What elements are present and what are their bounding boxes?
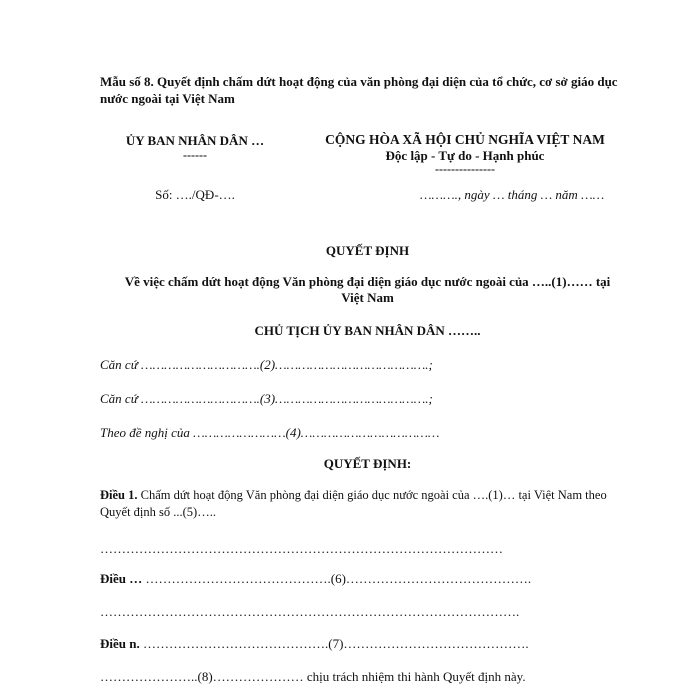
article-mid-label: Điều … (100, 571, 143, 586)
form-title: Mẫu số 8. Quyết định chấm dứt hoạt động của văn phòng đại diện của tổ chức, cơ sở giáo dục nước ngoài tại Việt Nam (100, 74, 618, 106)
dotted-line-2: ……………………………………………………………………………………. (100, 604, 520, 619)
article-1 (100, 487, 635, 521)
motto-rule: --------------- (435, 162, 495, 176)
republic-heading: CỘNG HÒA XÃ HỘI CHỦ NGHĨA VIỆT NAM (325, 132, 605, 147)
decides-heading: QUYẾT ĐỊNH: (323, 456, 412, 471)
agency-name: ỦY BAN NHÂN DÂN … (125, 133, 265, 148)
article-mid-text: …………………………………….(6)……………………………………. (142, 571, 532, 586)
national-motto: Độc lập - Tự do - Hạnh phúc (385, 148, 545, 163)
legal-basis-1: Căn cứ ………………………….(2)………………………………….; (100, 357, 433, 372)
decision-title: QUYẾT ĐỊNH (325, 243, 410, 258)
legal-basis-2: Căn cứ ………………………….(3)………………………………….; (100, 391, 433, 406)
document-number: Số: …./QĐ-…. (155, 187, 235, 202)
subject-line-1: Về việc chấm dứt hoạt động Văn phòng đại diện giáo dục nước ngoài của …..(1)…… tại (124, 274, 611, 289)
authority-heading: CHỦ TỊCH ỦY BAN NHÂN DÂN …….. (254, 323, 481, 338)
subject-line-2: Việt Nam (341, 290, 394, 305)
dotted-line-1: ………………………………………………………………………………… (100, 541, 503, 556)
date-line: ………., ngày … tháng … năm …… (420, 187, 605, 202)
article-1-label: Điều 1. (100, 488, 138, 502)
article-1-text: Chấm dứt hoạt động Văn phòng đại diện giáo dục nước ngoài của ….(1)… tại Việt Nam theo Quyết định số ...(5)….. (100, 488, 607, 519)
article-mid (100, 571, 531, 587)
article-n-label: Điều n. (100, 636, 140, 651)
execution-clause: …………………..(8)………………… chịu trách nhiệm thi hành Quyết định này. (100, 669, 526, 684)
agency-rule: ------ (183, 148, 207, 162)
proposal-basis: Theo đề nghị của ……………………(4)……………………………… (100, 425, 440, 440)
article-n (100, 636, 529, 652)
article-n-text: …………………………………….(7)……………………………………. (139, 636, 529, 651)
